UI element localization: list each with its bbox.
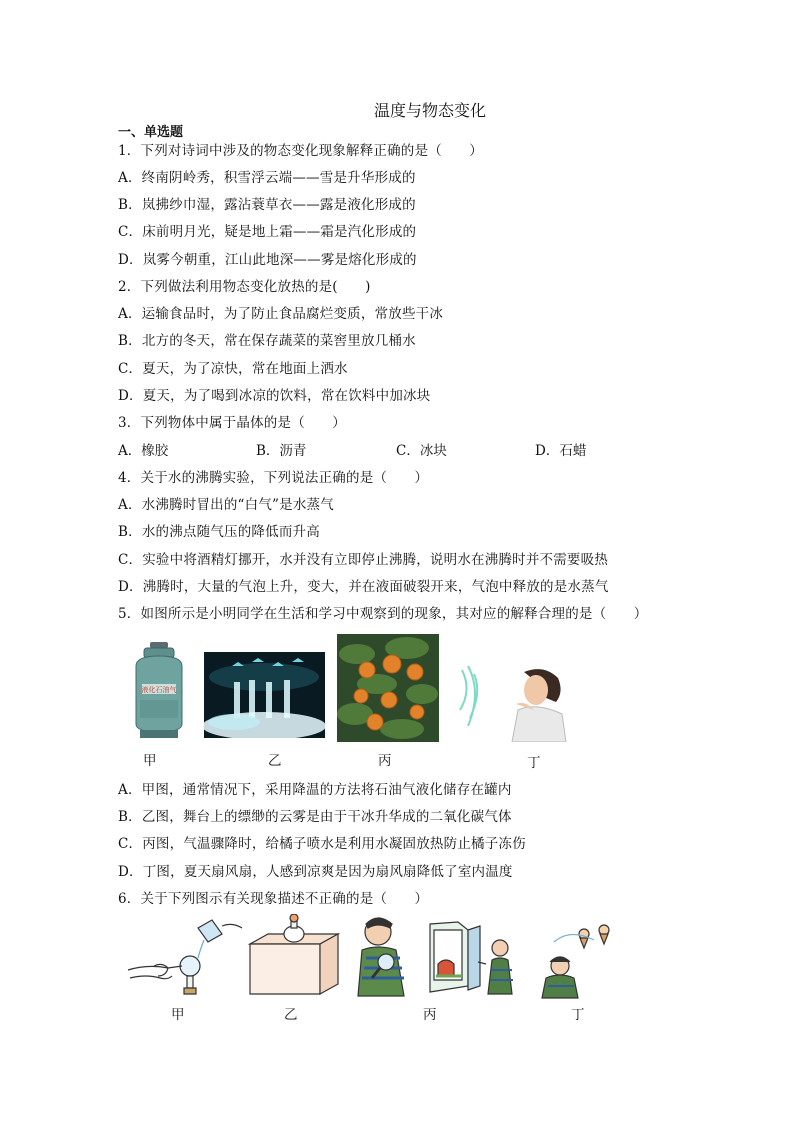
q2-stem: 2．下列做法利用物态变化放热的是( ) xyxy=(118,279,371,295)
q1-option-b: B．岚拂纱巾湿，露沾蓑草衣——露是液化形成的 xyxy=(118,197,416,213)
q5-figure-label-bing: 丙 xyxy=(378,753,392,769)
q5-figure-orange-tree xyxy=(337,634,439,742)
q6-figure-block-flask xyxy=(246,914,340,1000)
q6-stem: 6．关于下列图示有关现象描述不正确的是（ ） xyxy=(118,891,429,907)
q4-option-d: D．沸腾时，大量的气泡上升，变大，并在液面破裂开来，气泡中释放的是水蒸气 xyxy=(118,579,609,595)
q6-figure-label-yi: 乙 xyxy=(284,1007,298,1023)
page-title: 温度与物态变化 xyxy=(373,101,486,120)
q3-option-b: B．沥青 xyxy=(256,443,307,459)
q6-figure-label-bing: 丙 xyxy=(423,1007,437,1023)
q2-option-d: D．夏天，为了喝到冰凉的饮料，常在饮料中加冰块 xyxy=(118,388,431,404)
section-heading: 一、单选题 xyxy=(118,125,184,140)
q5-figure-label-ding: 丁 xyxy=(527,755,541,771)
q2-option-b: B．北方的冬天，常在保存蔬菜的菜窖里放几桶水 xyxy=(118,333,416,349)
q4-option-a: A．水沸腾时冒出的“白气”是水蒸气 xyxy=(118,497,334,513)
q5-option-a: A．甲图，通常情况下，采用降温的方法将石油气液化储存在罐内 xyxy=(118,782,512,798)
q5-option-b: B．乙图，舞台上的缥缈的云雾是由于干冰升华成的二氧化碳气体 xyxy=(118,809,512,825)
q3-option-d: D．石蜡 xyxy=(535,443,587,459)
q6-figure-window-boy xyxy=(428,920,520,1000)
q6-figure-label-jia: 甲 xyxy=(171,1007,185,1023)
q5-figure-fan-woman xyxy=(452,660,570,742)
q5-figure-stage-fog xyxy=(204,652,325,738)
q6-figure-magnifier-man xyxy=(352,914,422,1000)
q6-figure-child-icecream xyxy=(540,920,616,1000)
q6-figure-label-ding: 丁 xyxy=(571,1007,585,1023)
q3-options-row xyxy=(118,439,638,459)
svg-text:液化石油气: 液化石油气 xyxy=(141,686,177,694)
q6-figure-flask-pouring xyxy=(124,916,244,998)
q5-stem: 5．如图所示是小明同学在生活和学习中观察到的现象，其对应的解释合理的是（ ） xyxy=(118,606,648,622)
q5-figure-label-yi: 乙 xyxy=(268,753,282,769)
q4-stem: 4．关于水的沸腾实验，下列说法正确的是（ ） xyxy=(118,470,429,486)
q3-stem: 3．下列物体中属于晶体的是（ ） xyxy=(118,415,346,431)
q1-option-d: D．岚雾今朝重，江山此地深——雾是熔化形成的 xyxy=(118,252,417,268)
q4-option-c: C．实验中将酒精灯挪开，水并没有立即停止沸腾，说明水在沸腾时并不需要吸热 xyxy=(118,552,609,568)
q5-option-c: C．丙图，气温骤降时，给橘子喷水是利用水凝固放热防止橘子冻伤 xyxy=(118,836,526,852)
q2-option-c: C．夏天，为了凉快，常在地面上洒水 xyxy=(118,361,348,377)
q1-option-a: A．终南阴岭秀，积雪浮云端——雪是升华形成的 xyxy=(118,170,416,186)
q1-stem: 1．下列对诗词中涉及的物态变化现象解释正确的是（ ） xyxy=(118,143,483,159)
q4-option-b: B．水的沸点随气压的降低而升高 xyxy=(118,524,320,540)
q5-figure-gas-cylinder xyxy=(128,640,190,740)
q5-figure-label-jia: 甲 xyxy=(143,753,157,769)
q5-option-d: D．丁图，夏天扇风扇，人感到凉爽是因为扇风扇降低了室内温度 xyxy=(118,864,513,880)
q3-option-a: A．橡胶 xyxy=(118,443,169,459)
q2-option-a: A．运输食品时，为了防止食品腐烂变质，常放些干冰 xyxy=(118,306,444,322)
q1-option-c: C．床前明月光，疑是地上霜——霜是汽化形成的 xyxy=(118,224,417,240)
q3-option-c: C．冰块 xyxy=(396,443,447,459)
